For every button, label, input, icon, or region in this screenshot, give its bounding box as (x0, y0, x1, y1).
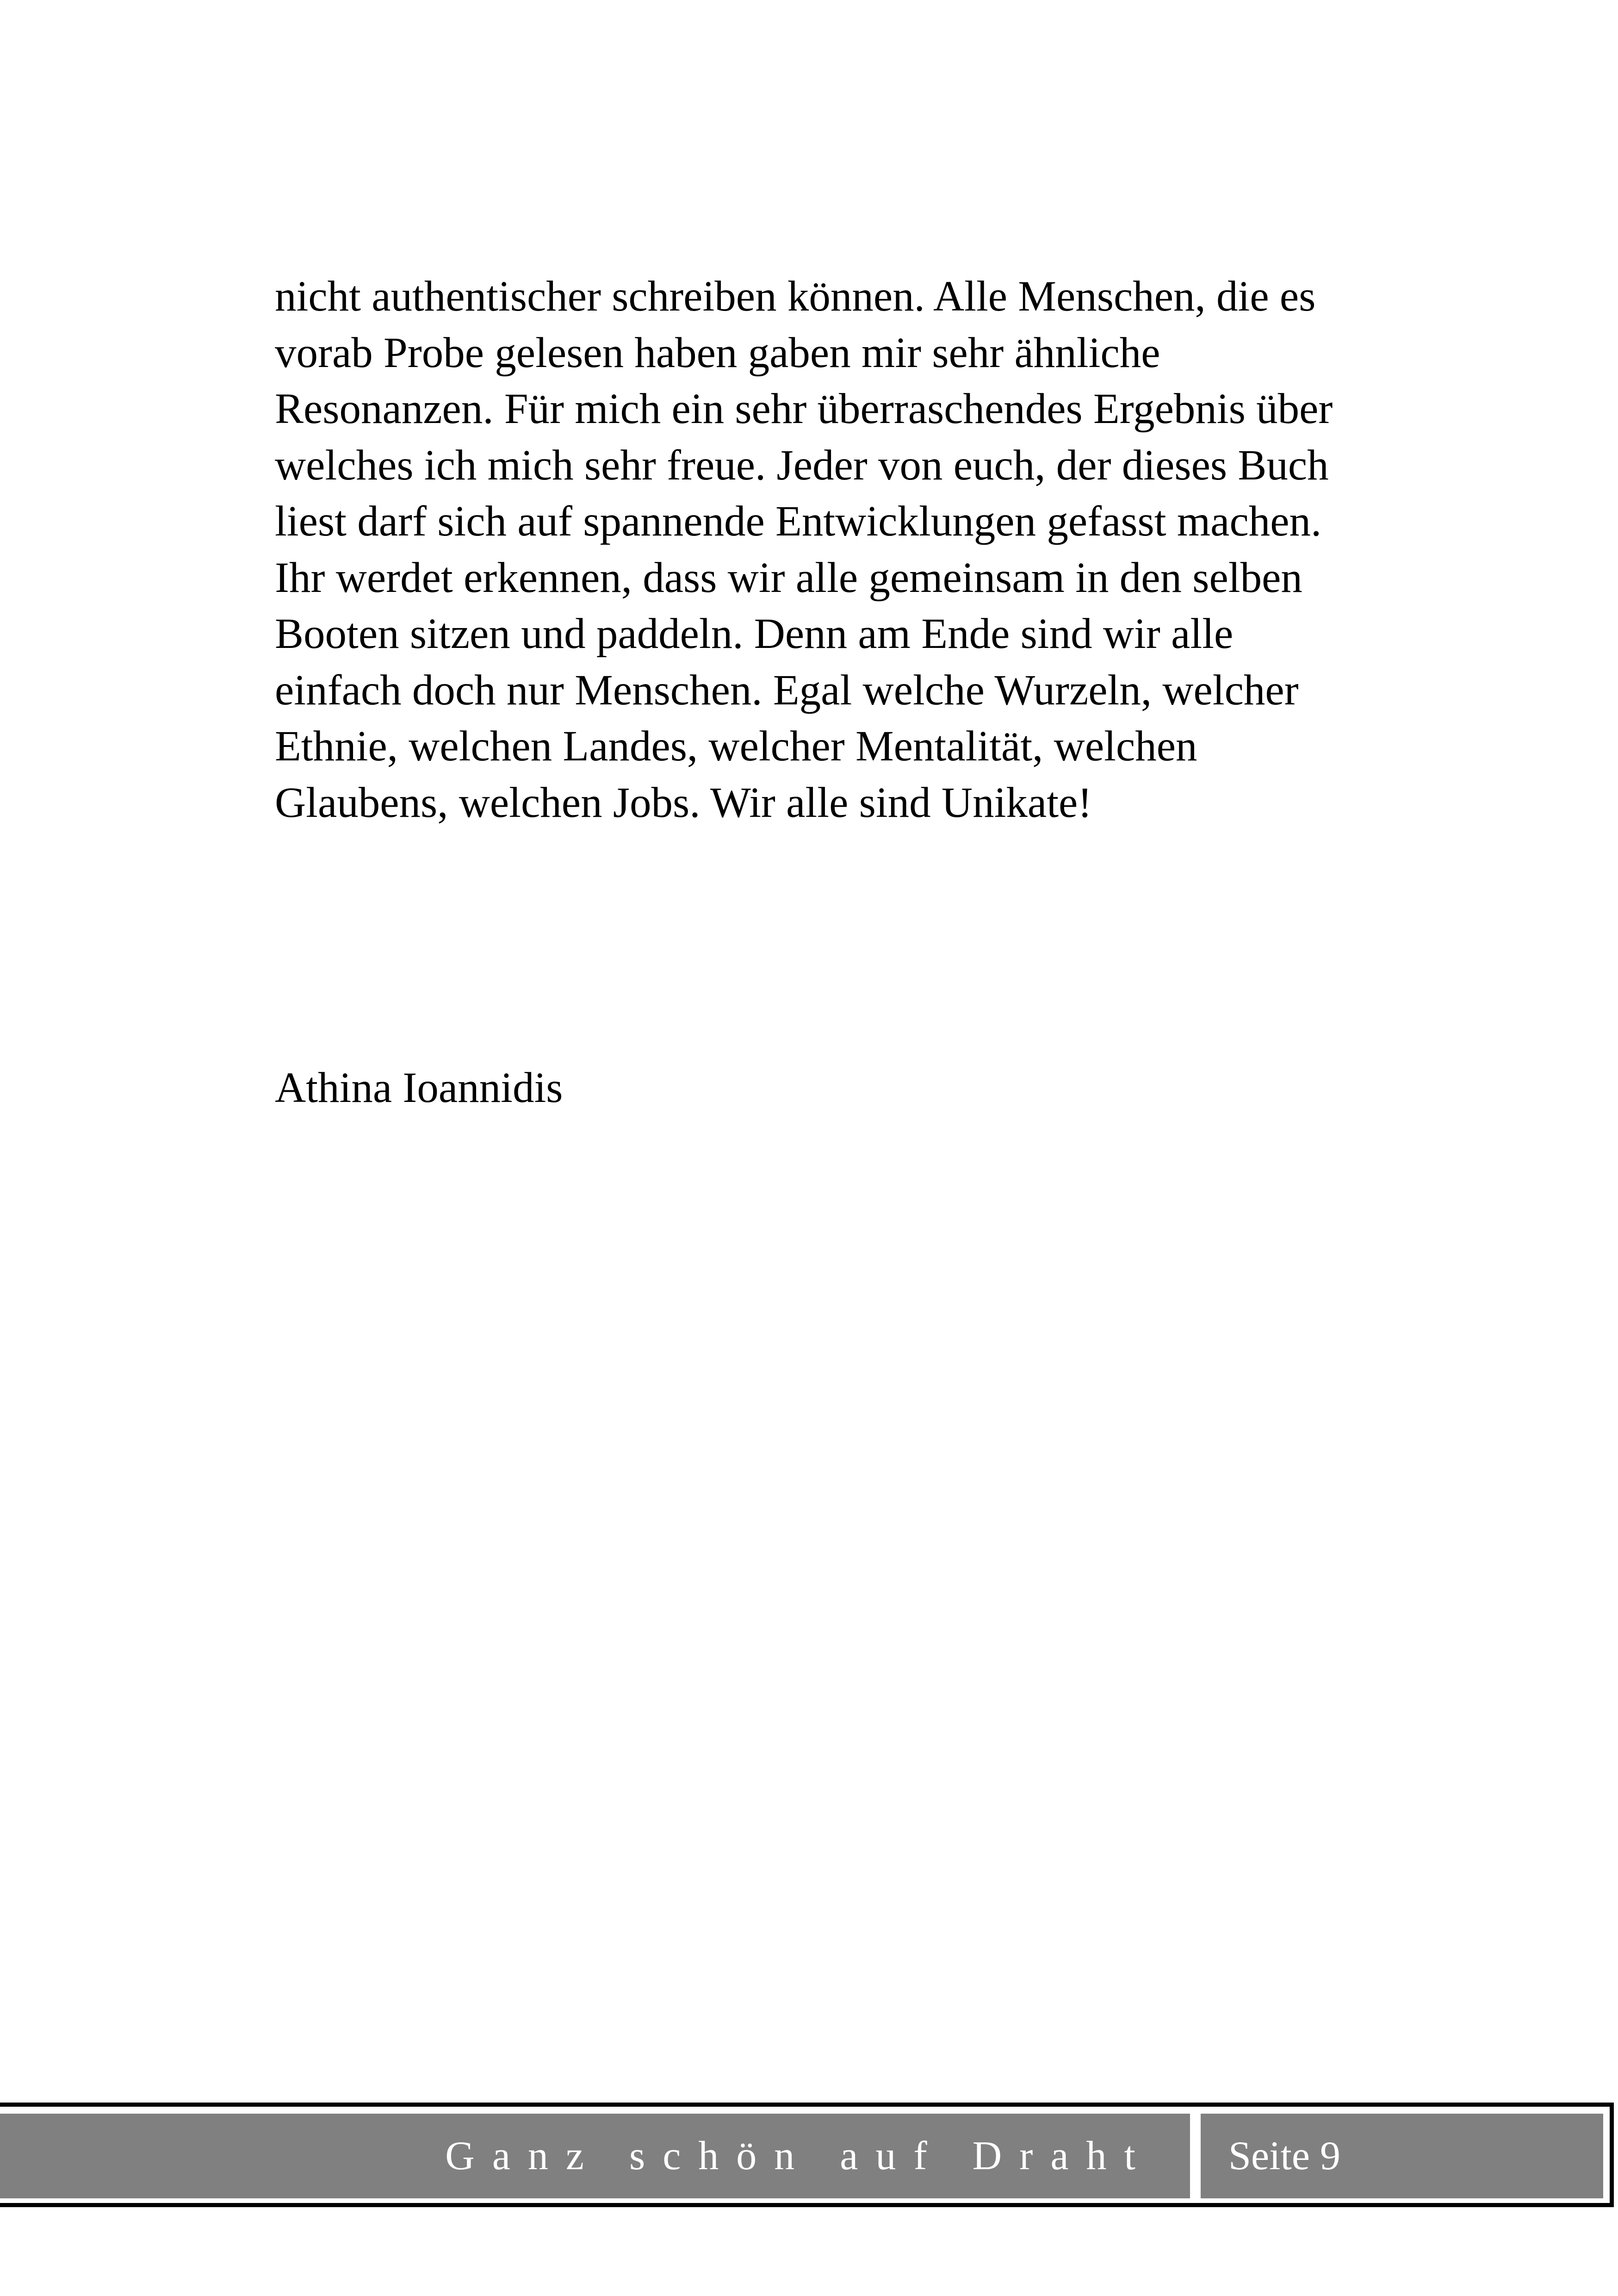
body-line: liest darf sich auf spannende Entwicklungen gefasst machen. (275, 498, 1322, 545)
author-signature: Athina Ioannidis (275, 1064, 563, 1112)
footer-page-box (1201, 2114, 1603, 2198)
body-line: Ethnie, welchen Landes, welcher Mentalität, welchen (275, 722, 1197, 770)
body-line: einfach doch nur Menschen. Egal welche Wurzeln, welcher (275, 666, 1299, 714)
body-line: welches ich mich sehr freue. Jeder von euch, der dieses Buch (275, 441, 1329, 489)
page-number: Seite 9 (1228, 2134, 1340, 2178)
body-line: Resonanzen. Für mich ein sehr überraschendes Ergebnis über (275, 385, 1333, 433)
footer-title-box (0, 2114, 1190, 2198)
body-line: Glaubens, welchen Jobs. Wir alle sind Unikate! (275, 778, 1092, 827)
footer-book-title: Ganz schön auf Draht (445, 2134, 1153, 2178)
body-paragraph (275, 268, 1385, 831)
body-line: Ihr werdet erkennen, dass wir alle gemeinsam in den selben (275, 554, 1302, 602)
body-line: Booten sitzen und paddeln. Denn am Ende sind wir alle (275, 610, 1234, 658)
body-line: vorab Probe gelesen haben gaben mir sehr ähnliche (275, 329, 1160, 377)
body-line: nicht authentischer schreiben können. Alle Menschen, die es (275, 273, 1316, 320)
